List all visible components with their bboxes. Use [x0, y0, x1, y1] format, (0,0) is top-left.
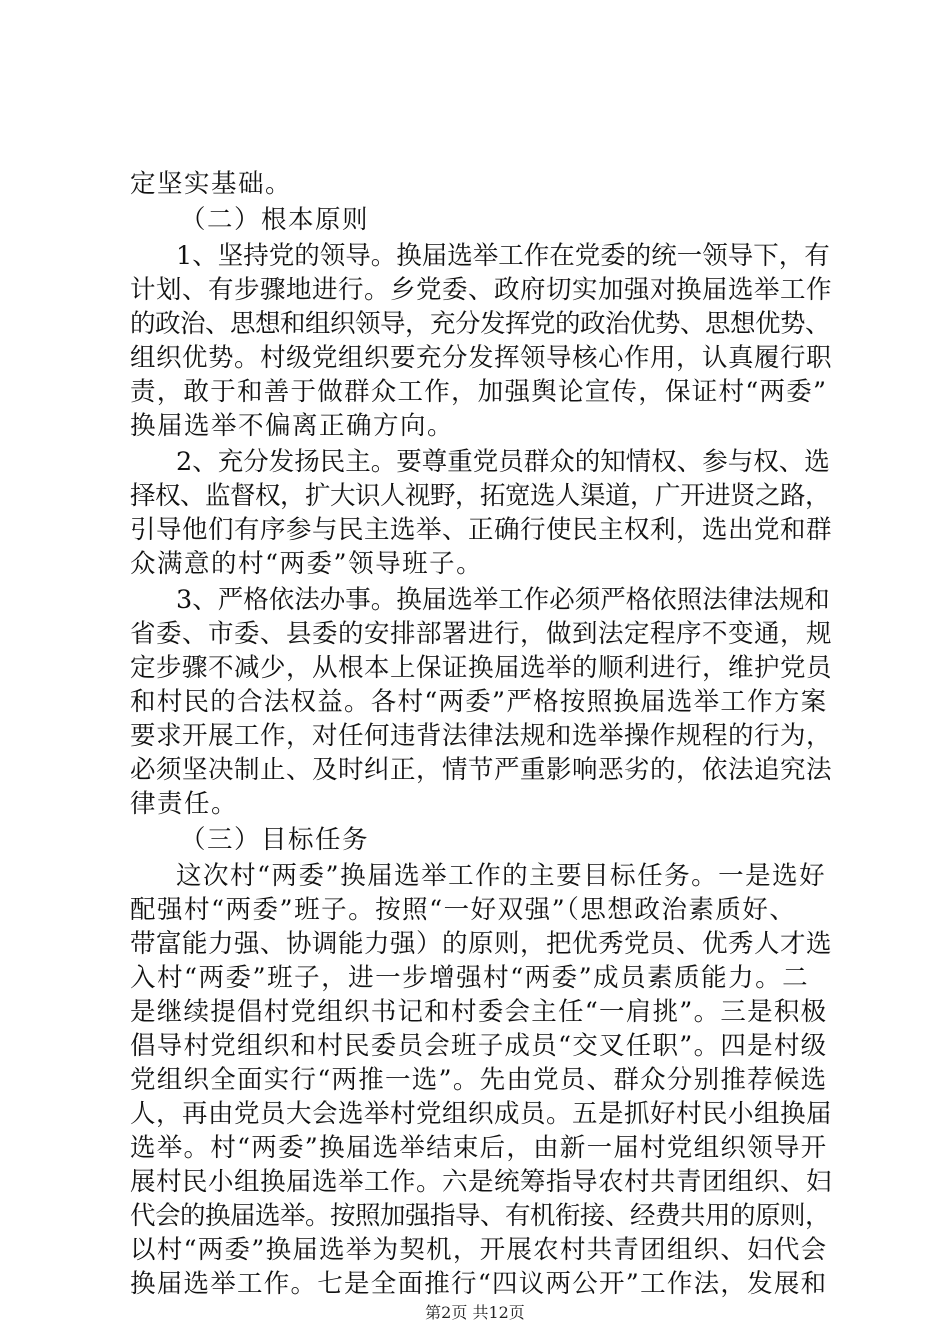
text-line: 人，再由党员大会选举村党组织成员。五是抓好村民小组换届 — [130, 1099, 833, 1129]
text-line: 党组织全面实行“两推一选”。先由党员、群众分别推荐候选 — [130, 1065, 828, 1095]
text-line: 省委、市委、县委的安排部署进行，做到法定程序不变通，规 — [130, 619, 833, 649]
text-line: 1、坚持党的领导。换届选举工作在党委的统一领导下，有 — [176, 241, 830, 271]
text-line: 选举。村“两委”换届选举结束后，由新一届村党组织领导开 — [130, 1133, 828, 1163]
text-line: 入村“两委”班子，进一步增强村“两委”成员素质能力。二 — [130, 963, 810, 993]
text-line: 要求开展工作，对任何违背法律法规和选举操作规程的行为， — [130, 721, 833, 751]
text-line: 配强村“两委”班子。按照“一好双强”（思想政治素质好、 — [130, 895, 797, 925]
text-line: 以村“两委”换届选举为契机，开展农村共青团组织、妇代会 — [130, 1235, 828, 1265]
text-line: 是继续提倡村党组织书记和村委会主任“一肩挑”。三是积极 — [130, 997, 828, 1027]
text-line: 换届选举不偏离正确方向。 — [130, 411, 455, 441]
section-heading: （三）目标任务 — [180, 825, 370, 855]
text-line: 和村民的合法权益。各村“两委”严格按照换届选举工作方案 — [130, 687, 828, 717]
text-line: 这次村“两委”换届选举工作的主要目标任务。一是选好 — [176, 861, 827, 891]
text-line: 计划、有步骤地进行。乡党委、政府切实加强对换届选举工作 — [130, 275, 833, 305]
text-line: 换届选举工作。七是全面推行“四议两公开”工作法，发展和 — [130, 1269, 828, 1299]
text-line: 组织优势。村级党组织要充分发挥领导核心作用，认真履行职 — [130, 343, 833, 373]
text-line: 责，敢于和善于做群众工作，加强舆论宣传，保证村“两委” — [130, 377, 828, 407]
text-line: 2、充分发扬民主。要尊重党员群众的知情权、参与权、选 — [176, 447, 830, 477]
text-line: 代会的换届选举。按照加强指导、有机衔接、经费共用的原则， — [130, 1201, 831, 1231]
text-line: 定步骤不减少，从根本上保证换届选举的顺利进行，维护党员 — [130, 653, 833, 683]
page-number-footer: 第2页 共12页 — [425, 1303, 525, 1322]
text-line: 倡导村党组织和村民委员会班子成员“交叉任职”。四是村级 — [130, 1031, 828, 1061]
text-line: 必须坚决制止、及时纠正，情节严重影响恶劣的，依法追究法 — [130, 755, 833, 785]
section-heading: （二）根本原则 — [180, 205, 370, 235]
text-line: 定坚实基础。 — [130, 169, 293, 199]
text-line: 引导他们有序参与民主选举、正确行使民主权利，选出党和群 — [130, 515, 833, 545]
text-line: 律责任。 — [130, 789, 239, 819]
text-line: 3、严格依法办事。换届选举工作必须严格依照法律法规和 — [176, 585, 830, 615]
text-line: 众满意的村“两委”领导班子。 — [130, 549, 484, 579]
text-line: 展村民小组换届选举工作。六是统筹指导农村共青团组织、妇 — [130, 1167, 833, 1197]
text-line: 带富能力强、协调能力强）的原则，把优秀党员、优秀人才选 — [130, 929, 833, 959]
text-line: 的政治、思想和组织领导，充分发挥党的政治优势、思想优势、 — [130, 309, 831, 339]
text-line: 择权、监督权，扩大识人视野，拓宽选人渠道，广开进贤之路， — [130, 481, 831, 511]
